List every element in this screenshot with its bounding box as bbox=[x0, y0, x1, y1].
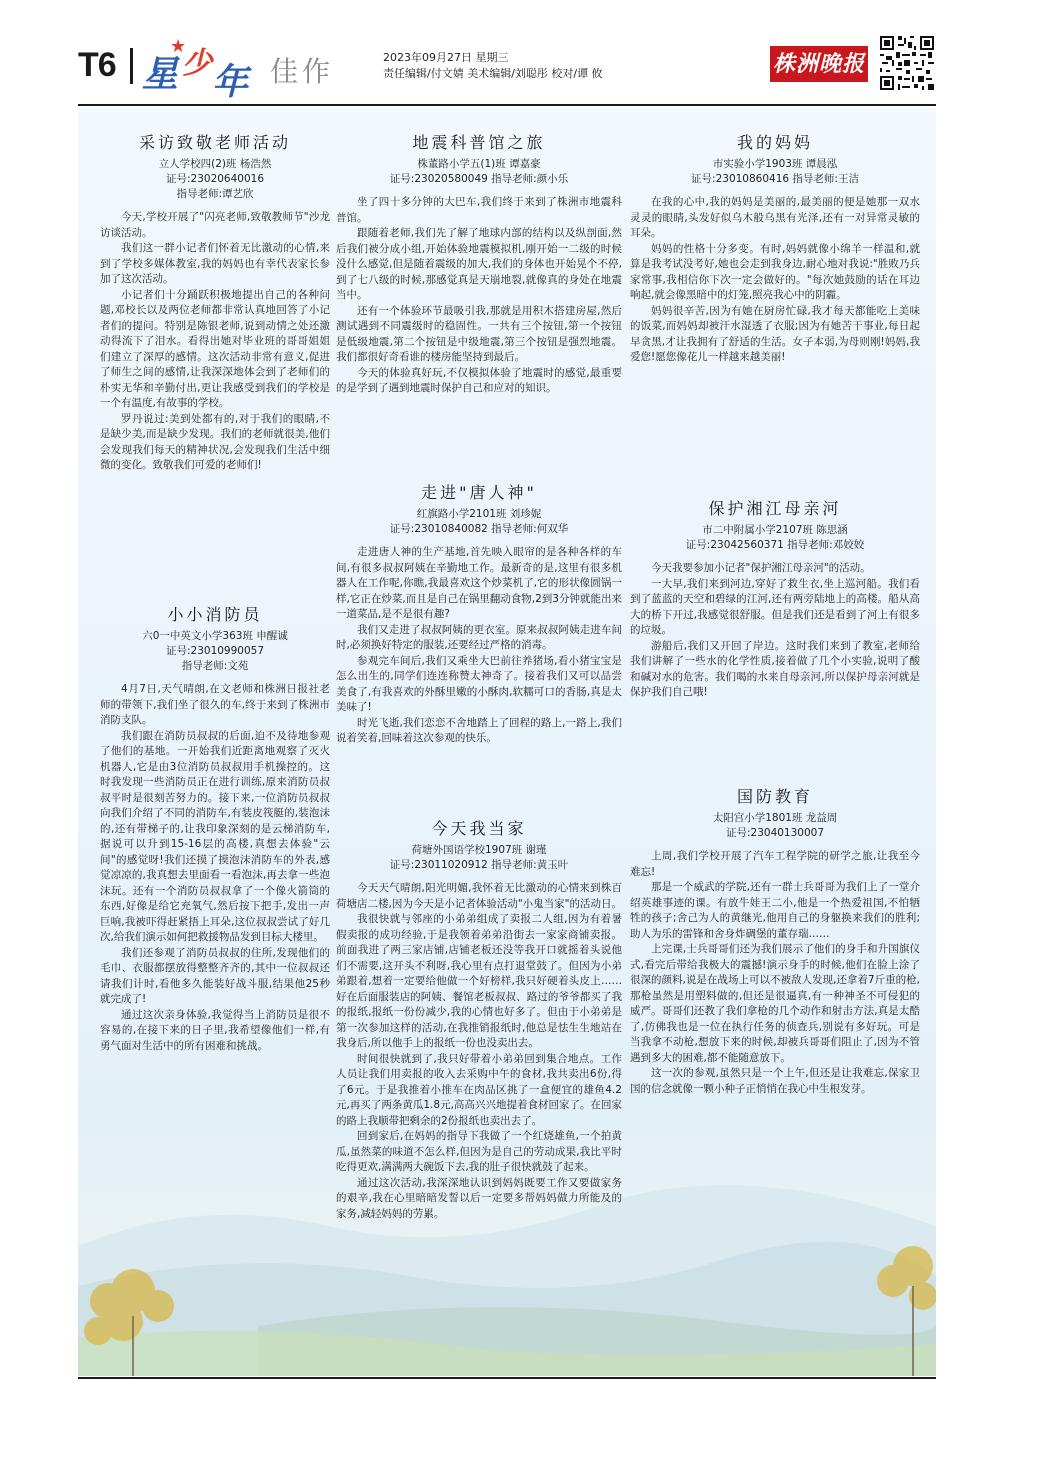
paragraph: 我很快就与邻座的小弟弟组成了卖报二人组,因为有着暑假卖报的成功经验,于是我领着弟弟沿街去一家家商铺卖报。前面我进了两三家店铺,店铺老板还没等我开口就摇着头说他们不需要,这开头不利呀,我心里有点打退堂鼓了。但因为小弟弟跟着,想着一定要给他做一个好榜样,我只好硬着头皮上……好在后面服装店的阿姨、餐馆老板叔叔、路过的爷爷都买了我的报纸,报纸一份份减少,我的心情也好多了。但由于小弟弟是第一次参加这样的活动,在我推销报纸时,他总是怯生生地站在我身后,所以他手上的报纸一份也没卖出去。 bbox=[336, 913, 622, 1049]
article-teacher-interview bbox=[100, 130, 330, 474]
paragraph: 还有一个体验环节最吸引我,那就是用积木搭建房屋,然后测试遇到不同震级时的稳固性。一共有三个按钮,第一个按钮是低级地震,第二个按钮是中级地震,第三个按钮是强烈地震。我们都很好奇看谁的楼房能坚持到最后。 bbox=[336, 304, 622, 363]
paragraph: 通过这次活动,我深深地认识到妈妈既要工作又要做家务的艰辛,我在心里暗暗发誓以后一定要多帮妈妈做力所能及的家务,减轻妈妈的劳累。 bbox=[336, 1176, 622, 1220]
paragraph: 罗丹说过:美到处都有的,对于我们的眼睛,不是缺少美,而是缺少发现。我们的老师就很美,他们会发现我们每天的精神状况,会发现我们生活中细微的变化。致敬我们可爱的老师们! bbox=[100, 412, 330, 471]
qr-code-icon[interactable] bbox=[878, 34, 936, 92]
article-body bbox=[336, 195, 622, 397]
paragraph: 在我的心中,我的妈妈是美丽的,最美丽的便是她那一双水灵灵的眼睛,头发好似乌木般乌黑有光泽,还有一对异常灵敏的耳朵。 bbox=[630, 196, 920, 239]
article-byline bbox=[336, 843, 622, 873]
issue-meta bbox=[383, 50, 603, 82]
paragraph: 跟随着老师,我们先了解了地球内部的结构以及纵剖面,然后我们被分成小组,开始体验地震模拟机,刚开始一二级的时候没什么感觉,但是随着震级的加大,我们的身体也开始晃个不停,到了七八级的时候,那感觉真是天崩地裂,就像真的身处在地震当中。 bbox=[336, 227, 622, 301]
issue-editors: 责任编辑/付文婧 美术编辑/刘聪彤 校对/谭 攸 bbox=[383, 67, 603, 80]
paragraph: 走进唐人神的生产基地,首先映入眼帘的是各种各样的车间,有很多叔叔阿姨在辛勤地工作。最新奇的是,这里有很多机器人在工作呢,你瞧,我最喜欢这个炒菜机了,它的形状像圆锅一样,它正在炒菜,而且是自己在锅里翻动食物,2到3分钟就能出来一道菜品,是不是很有趣? bbox=[336, 546, 622, 620]
brand-char-1: 星 bbox=[142, 54, 179, 95]
byline-id: 证号:23010990057 bbox=[165, 645, 265, 657]
article-body bbox=[100, 682, 330, 1054]
paragraph: 小记者们十分踊跃积极地提出自己的各种问题,邓校长以及两位老师都非常认真地回答了小记者们的提问。特别是陈银老师,说到动情之处还激动得流下了泪水。看得出她对毕业班的哥哥姐姐们建立了深厚的感情。这次活动非常有意义,促进了师生之间的感情,让我深深地体会到了老师们的朴实无华和辛勤付出,更让我感受到我们的学校是一个有温度,有故事的学校。 bbox=[100, 288, 330, 409]
byline-id: 证号:23011020912 指导老师:黄玉叶 bbox=[389, 859, 569, 871]
article-housekeeper bbox=[336, 816, 622, 1222]
byline-id: 证号:23020580049 指导老师:颜小乐 bbox=[389, 173, 569, 185]
article-national-defense bbox=[630, 784, 920, 1097]
paragraph: 坐了四十多分钟的大巴车,我们终于来到了株洲市地震科普馆。 bbox=[336, 196, 622, 224]
article-body bbox=[336, 881, 622, 1222]
byline-author: 太阳宫小学1801班 龙益周 bbox=[712, 812, 838, 824]
article-little-firefighter bbox=[100, 602, 330, 1054]
paragraph: 我们跟在消防员叔叔的后面,迫不及待地参观了他们的基地。一开始我们近距离地观察了灭火机器人,它是由3位消防员叔叔用手机操控的。这时我发现一些消防员正在进行训练,原来消防员叔叔平时是很刻苦努力的。接下来,一位消防员叔叔向我们介绍了不同的消防车,有装皮筏艇的,装泡沫的,还有带梯子的,让我印象深刻的是云梯消防车,据说可以升到15-16层的高楼,真想去体验"云间"的感觉呀!我们还摸了摸泡沫消防车的外表,感觉凉凉的,我真想去里面看一看泡沫,再去拿一些泡沫玩。还有一个消防员叔叔拿了一个像火箭筒的东西,好像是给它充氧气,然后按下把手,发出一声巨响,我被吓得赶紧捂上耳朵,这位叔叔尝试了好几次,给我们演示如何把救援物品发到目标大楼里。 bbox=[100, 729, 330, 943]
article-earthquake-museum bbox=[336, 130, 622, 397]
article-byline bbox=[630, 811, 920, 841]
paragraph: 今天的体验真好玩,不仅模拟体验了地震时的感觉,最重要的是学到了遇到地震时保护自己和应对的知识。 bbox=[336, 366, 622, 394]
byline-author: 红旗路小学2101班 刘珍妮 bbox=[416, 508, 542, 520]
article-body bbox=[100, 210, 330, 474]
byline-id: 证号:23010860416 指导老师:王洁 bbox=[691, 173, 859, 185]
masthead-divider bbox=[130, 48, 133, 84]
paragraph: 4月7日,天气晴朗,在文老师和株洲日报社老师的带领下,我们坐了很久的车,终于来到了株洲市消防支队。 bbox=[100, 683, 330, 726]
paragraph: 妈妈的性格十分多变。有时,妈妈就像小绵羊一样温和,就算是我考试没考好,她也会走到我身边,耐心地对我说:"胜败乃兵家常事,我相信你下次一定会做好的。"每次她鼓励的话在耳边响起,就会像黑暗中的灯笼,照亮我心中的阴霾。 bbox=[630, 242, 920, 301]
paragraph: 回到家后,在妈妈的指导下我做了一个红烧雄鱼,一个拍黄瓜,虽然菜的味道不怎么样,但因为是自己的劳动成果,我比平时吃得更欢,满满两大碗饭下去,我的肚子很快就鼓了起来。 bbox=[336, 1130, 622, 1173]
paragraph: 上周,我们学校开展了汽车工程学院的研学之旅,让我至今难忘! bbox=[630, 850, 920, 878]
content-panel bbox=[78, 108, 936, 1376]
article-body bbox=[630, 561, 920, 701]
article-byline bbox=[336, 157, 622, 187]
paragraph: 这一次的参观,虽然只是一个上午,但还是让我难忘,保家卫国的信念就像一颗小种子正悄悄在我心中生根发芽。 bbox=[630, 1067, 920, 1095]
paragraph: 参观完车间后,我们又乘坐大巴前往养猪场,看小猪宝宝是怎么出生的,同学们连连称赞太神奇了。接着我们又可以品尝美食了,有我喜欢的外酥里嫩的小酥肉,软糯可口的香肠,真是太美味了! bbox=[336, 654, 622, 713]
article-byline bbox=[630, 157, 920, 187]
article-xiangjiang-river bbox=[630, 496, 920, 701]
byline-teacher: 指导老师:谭艺欣 bbox=[176, 188, 254, 200]
paragraph: 今天,学校开展了"闪亮老师,致敬教师节"沙龙访谈活动。 bbox=[100, 211, 330, 239]
paragraph: 时间很快就到了,我只好带着小弟弟回到集合地点。工作人员让我们用卖报的收入去采购中午的食材,我共卖出6份,得了6元。于是我推着小推车在肉品区挑了一盒便宜的雄鱼4.2元,再买了两条黄瓜1.8元,高高兴兴地提着食材回家了。在回家的路上我顺带把剩余的2份报纸也卖出去了。 bbox=[336, 1052, 622, 1127]
article-byline bbox=[630, 523, 920, 553]
header-rule bbox=[78, 104, 936, 106]
byline-author: 市二中附属小学2107班 陈思涵 bbox=[702, 524, 848, 536]
paragraph: 通过这次亲身体验,我觉得当上消防员是很不容易的,在接下来的日子里,我希望像他们一样,有勇气面对生活中的所有困难和挑战。 bbox=[100, 1008, 330, 1052]
article-body bbox=[630, 849, 920, 1097]
article-title: 国防教育 bbox=[736, 787, 813, 806]
article-my-mother bbox=[630, 130, 920, 366]
article-title: 我的妈妈 bbox=[736, 133, 813, 152]
newspaper-logo: 株洲晚报 bbox=[770, 46, 868, 82]
footer-rule bbox=[78, 1377, 936, 1379]
byline-author: 立人学校四(2)班 杨浩然 bbox=[158, 158, 272, 170]
paragraph: 一大早,我们来到河边,穿好了救生衣,坐上巡河船。我们看到了蓝蓝的天空和碧绿的江河,还有两旁陆地上的高楼。船从高大的桥下开过,我感觉很舒服。但是我们还是看到了河上有很多的垃圾。 bbox=[630, 577, 920, 636]
paragraph: 今天我要参加小记者"保护湘江母亲河"的活动。 bbox=[651, 562, 871, 574]
byline-id: 证号:23020640016 bbox=[165, 173, 265, 185]
byline-author: 六0一中英文小学363班 申醒诚 bbox=[142, 630, 288, 642]
article-title: 地震科普馆之旅 bbox=[412, 133, 546, 152]
byline-id: 证号:23010840082 指导老师:何双华 bbox=[389, 523, 569, 535]
byline-author: 荷塘外国语学校1907班 谢瑾 bbox=[411, 844, 547, 856]
article-tangrenshen bbox=[336, 480, 622, 747]
paragraph: 妈妈很辛苦,因为有她在厨房忙碌,我才每天都能吃上美味的饭菜,而妈妈却被汗水湿透了衣服;因为有她苦干事业,每日起早贪黑,才让我拥有了舒适的生活。女子本弱,为母则刚!妈妈,我爱您!愿您像花儿一样越来越美丽! bbox=[630, 304, 920, 363]
paragraph: 那是一个威武的学院,还有一群士兵哥哥为我们上了一堂介绍英雄事迹的课。有放牛娃王二小,他是一个热爱祖国,不怕牺牲的孩子;舍己为人的黄继光,他用自己的身躯换来我们的胜利;助人为乐的雷锋和舍身炸碉堡的董存瑞…… bbox=[630, 881, 920, 940]
article-body bbox=[630, 195, 920, 366]
byline-id: 证号:23042560371 指导老师:邓姣姣 bbox=[685, 539, 865, 551]
byline-author: 市实验小学1903班 谭晨泓 bbox=[712, 158, 838, 170]
brand-char-3: 年 bbox=[212, 62, 249, 103]
byline-author: 株董路小学五(1)班 谭嘉豪 bbox=[417, 158, 541, 170]
masthead bbox=[78, 34, 936, 104]
paragraph: 我们还参观了消防员叔叔的住所,发现他们的毛巾、衣服都摆放得整整齐齐的,其中一位叔叔还请我们计时,看他多久能装好战斗服,结果他25秒就完成了! bbox=[100, 946, 330, 1005]
issue-date: 2023年09月27日 星期三 bbox=[383, 51, 509, 64]
paragraph: 我们又走进了叔叔阿姨的更衣室。原来叔叔阿姨走进车间时,必须换好特定的服装,还要经过严格的消毒。 bbox=[336, 623, 622, 651]
article-body bbox=[336, 545, 622, 747]
section-name: 佳作 bbox=[270, 55, 335, 88]
paragraph: 我们这一群小记者们怀着无比激动的心情,来到了学校多媒体教室,我的妈妈也有幸代表家长参加了这次活动。 bbox=[100, 242, 330, 285]
article-title: 采访致敬老师活动 bbox=[138, 133, 291, 152]
article-title: 保护湘江母亲河 bbox=[708, 499, 842, 518]
brand-char-2: 少 bbox=[182, 46, 212, 81]
byline-id: 证号:23040130007 bbox=[725, 827, 825, 839]
paragraph: 今天天气晴朗,阳光明媚,我怀着无比激动的心情来到株百荷塘店二楼,因为今天是小记者体验活动"小鬼当家"的活动日。 bbox=[336, 882, 622, 910]
article-title: 走进"唐人神" bbox=[421, 483, 537, 502]
byline-teacher: 指导老师:文苑 bbox=[181, 660, 249, 672]
page-number: T6 bbox=[78, 46, 116, 84]
article-byline bbox=[336, 507, 622, 537]
article-byline bbox=[100, 629, 330, 674]
article-byline bbox=[100, 157, 330, 202]
star-icon: ★ bbox=[170, 36, 187, 57]
paragraph: 上完课,士兵哥哥们还为我们展示了他们的身手和升国旗仪式,看完后带给我极大的震撼!演示身手的时候,他们在脸上涂了很深的颜料,说是在战场上可以不被敌人发现,还拿着7斤重的枪,那枪虽然是用塑料做的,但还是很逼真,有一种神圣不可侵犯的威严。哥哥们还教了我们拿枪的几个动作和射击方法,真是太酷了,仿佛我也是一位在执行任务的侦查兵,别说有多好玩。可是当我拿不动枪,想放下来的时候,却被兵哥哥们阻止了,因为不管遇到多大的困难,都不能随意放下。 bbox=[630, 943, 920, 1064]
article-title: 小小消防员 bbox=[167, 605, 263, 624]
paragraph: 时光飞逝,我们恋恋不舍地踏上了回程的路上,一路上,我们说着笑着,回味着这次参观的快乐。 bbox=[336, 716, 622, 744]
paragraph: 游船后,我们又开回了岸边。这时我们来到了教室,老师给我们讲解了一些水的化学性质,接着做了几个小实验,说明了酸和碱对水的危害。我们喝的水来自母亲河,所以保护母亲河就是保护我们自己哦! bbox=[630, 639, 920, 698]
article-title: 今天我当家 bbox=[431, 819, 527, 838]
